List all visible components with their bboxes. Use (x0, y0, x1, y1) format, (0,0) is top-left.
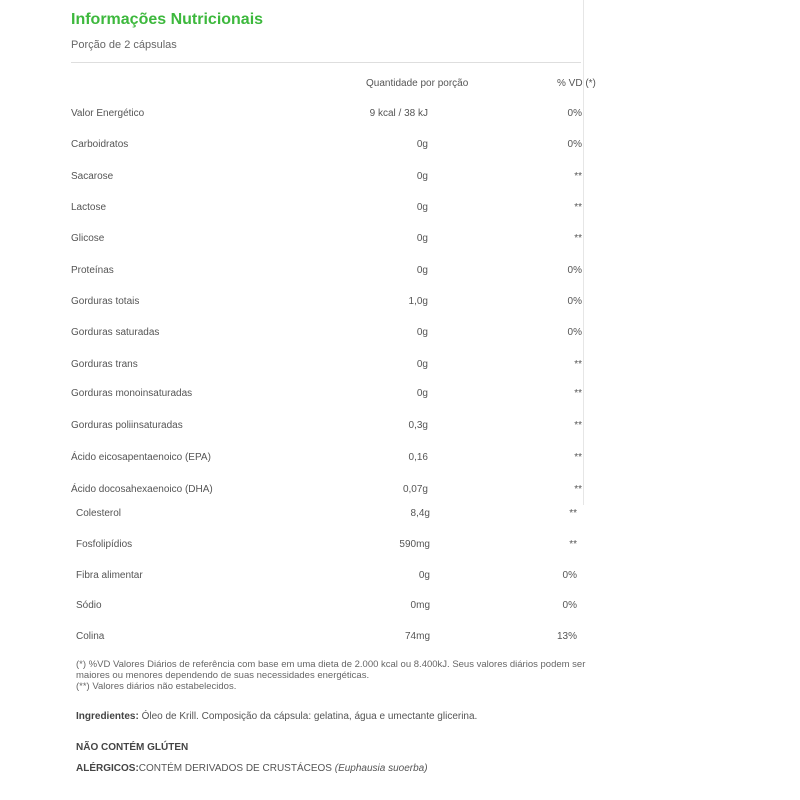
nutrient-name: Proteínas (71, 265, 114, 276)
page-title: Informações Nutricionais (71, 11, 264, 28)
nutrient-dv: 0% (567, 296, 582, 307)
nutrient-quantity: 0mg (410, 600, 430, 611)
nutrient-dv: ** (574, 484, 582, 495)
nutrient-quantity: 0g (416, 202, 428, 213)
nutrient-dv: 0% (562, 600, 577, 611)
nutrient-quantity: 0g (418, 570, 430, 581)
table-row (0, 359, 800, 379)
nutrient-quantity: 74mg (404, 631, 430, 642)
nutrient-dv: ** (574, 359, 582, 370)
table-row (0, 139, 800, 159)
nutrient-name: Fosfolipídios (76, 539, 133, 550)
nutrient-dv: ** (574, 233, 582, 244)
nutrient-dv: ** (574, 452, 582, 463)
footnote-dv: (*) %VD Valores Diários de referência com base em uma dieta de 2.000 kcal ou 8.400kJ. Seus valores diários podem ser (76, 659, 586, 670)
header-divider (71, 62, 581, 63)
nutrient-quantity: 0g (416, 139, 428, 150)
column-header-quantity: Quantidade por porção (366, 78, 469, 89)
nutrient-quantity: 1,0g (408, 296, 428, 307)
nutrient-quantity: 0g (416, 233, 428, 244)
table-row (0, 388, 800, 408)
nutrient-quantity: 0g (416, 265, 428, 276)
nutrient-name: Glicose (71, 233, 105, 244)
allergens-text: CONTÉM DERIVADOS DE CRUSTÁCEOS (138, 763, 335, 774)
nutrient-name: Ácido docosahexaenoico (DHA) (71, 484, 213, 495)
nutrient-dv: 13% (556, 631, 577, 642)
allergens-species: (Euphausia suoerba) (334, 763, 428, 774)
ingredients-text: Óleo de Krill. Composição da cápsula: gelatina, água e umectante glicerina. (138, 711, 478, 722)
nutrient-dv: 0% (562, 570, 577, 581)
nutrient-name: Sacarose (71, 171, 114, 182)
nutrient-quantity: 590mg (399, 539, 430, 550)
gluten-statement: NÃO CONTÉM GLÚTEN (76, 742, 189, 753)
nutrient-quantity: 9 kcal / 38 kJ (369, 108, 428, 119)
nutrient-name: Colesterol (76, 508, 122, 519)
nutrient-name: Gorduras totais (71, 296, 140, 307)
nutrient-quantity: 0,16 (408, 452, 428, 463)
nutrient-name: Sódio (76, 600, 102, 611)
table-row (0, 484, 800, 504)
table-row (0, 108, 800, 128)
footnotes (76, 659, 616, 692)
nutrient-quantity: 0,07g (402, 484, 428, 495)
table-row (0, 265, 800, 285)
table-row (0, 233, 800, 253)
nutrient-name: Gorduras trans (71, 359, 138, 370)
table-row (0, 539, 800, 559)
nutrient-quantity: 8,4g (410, 508, 430, 519)
nutrient-dv: ** (574, 171, 582, 182)
column-header-dv: % VD (*) (557, 78, 596, 89)
nutrient-quantity: 0g (416, 388, 428, 399)
table-row (0, 202, 800, 222)
nutrient-dv: 0% (567, 265, 582, 276)
table-row (0, 508, 800, 528)
nutrient-name: Lactose (71, 202, 107, 213)
nutrient-name: Gorduras poliinsaturadas (71, 420, 183, 431)
ingredients-label: Ingredientes: (76, 711, 139, 722)
allergens-label: ALÉRGICOS: (76, 763, 139, 774)
table-row (0, 452, 800, 472)
table-row (0, 600, 800, 620)
footnote-no-dv: (**) Valores diários não estabelecidos. (76, 681, 237, 692)
nutrient-dv: ** (574, 420, 582, 431)
nutrient-name: Valor Energético (71, 108, 145, 119)
nutrient-quantity: 0g (416, 359, 428, 370)
table-row (0, 420, 800, 440)
nutrient-name: Ácido eicosapentaenoico (EPA) (71, 452, 211, 463)
allergens (76, 763, 428, 774)
serving-size: Porção de 2 cápsulas (71, 39, 177, 51)
table-row (0, 296, 800, 316)
nutrient-name: Colina (76, 631, 105, 642)
table-row (0, 631, 800, 651)
nutrient-dv: 0% (567, 327, 582, 338)
nutrient-dv: ** (574, 202, 582, 213)
table-row (0, 570, 800, 590)
nutrient-dv: ** (569, 508, 577, 519)
nutrient-quantity: 0,3g (408, 420, 428, 431)
nutrient-name: Gorduras monoinsaturadas (71, 388, 193, 399)
table-row (0, 171, 800, 191)
nutrient-quantity: 0g (416, 327, 428, 338)
table-row (0, 327, 800, 347)
ingredients (76, 711, 477, 722)
nutrient-name: Carboidratos (71, 139, 129, 150)
nutrient-dv: 0% (567, 108, 582, 119)
nutrient-quantity: 0g (416, 171, 428, 182)
nutrient-dv: ** (574, 388, 582, 399)
nutrient-name: Fibra alimentar (76, 570, 143, 581)
nutrient-name: Gorduras saturadas (71, 327, 160, 338)
nutrient-dv: 0% (567, 139, 582, 150)
nutrient-dv: ** (569, 539, 577, 550)
footnote-dv-cont: maiores ou menores dependendo de suas necessidades energéticas. (76, 670, 370, 681)
